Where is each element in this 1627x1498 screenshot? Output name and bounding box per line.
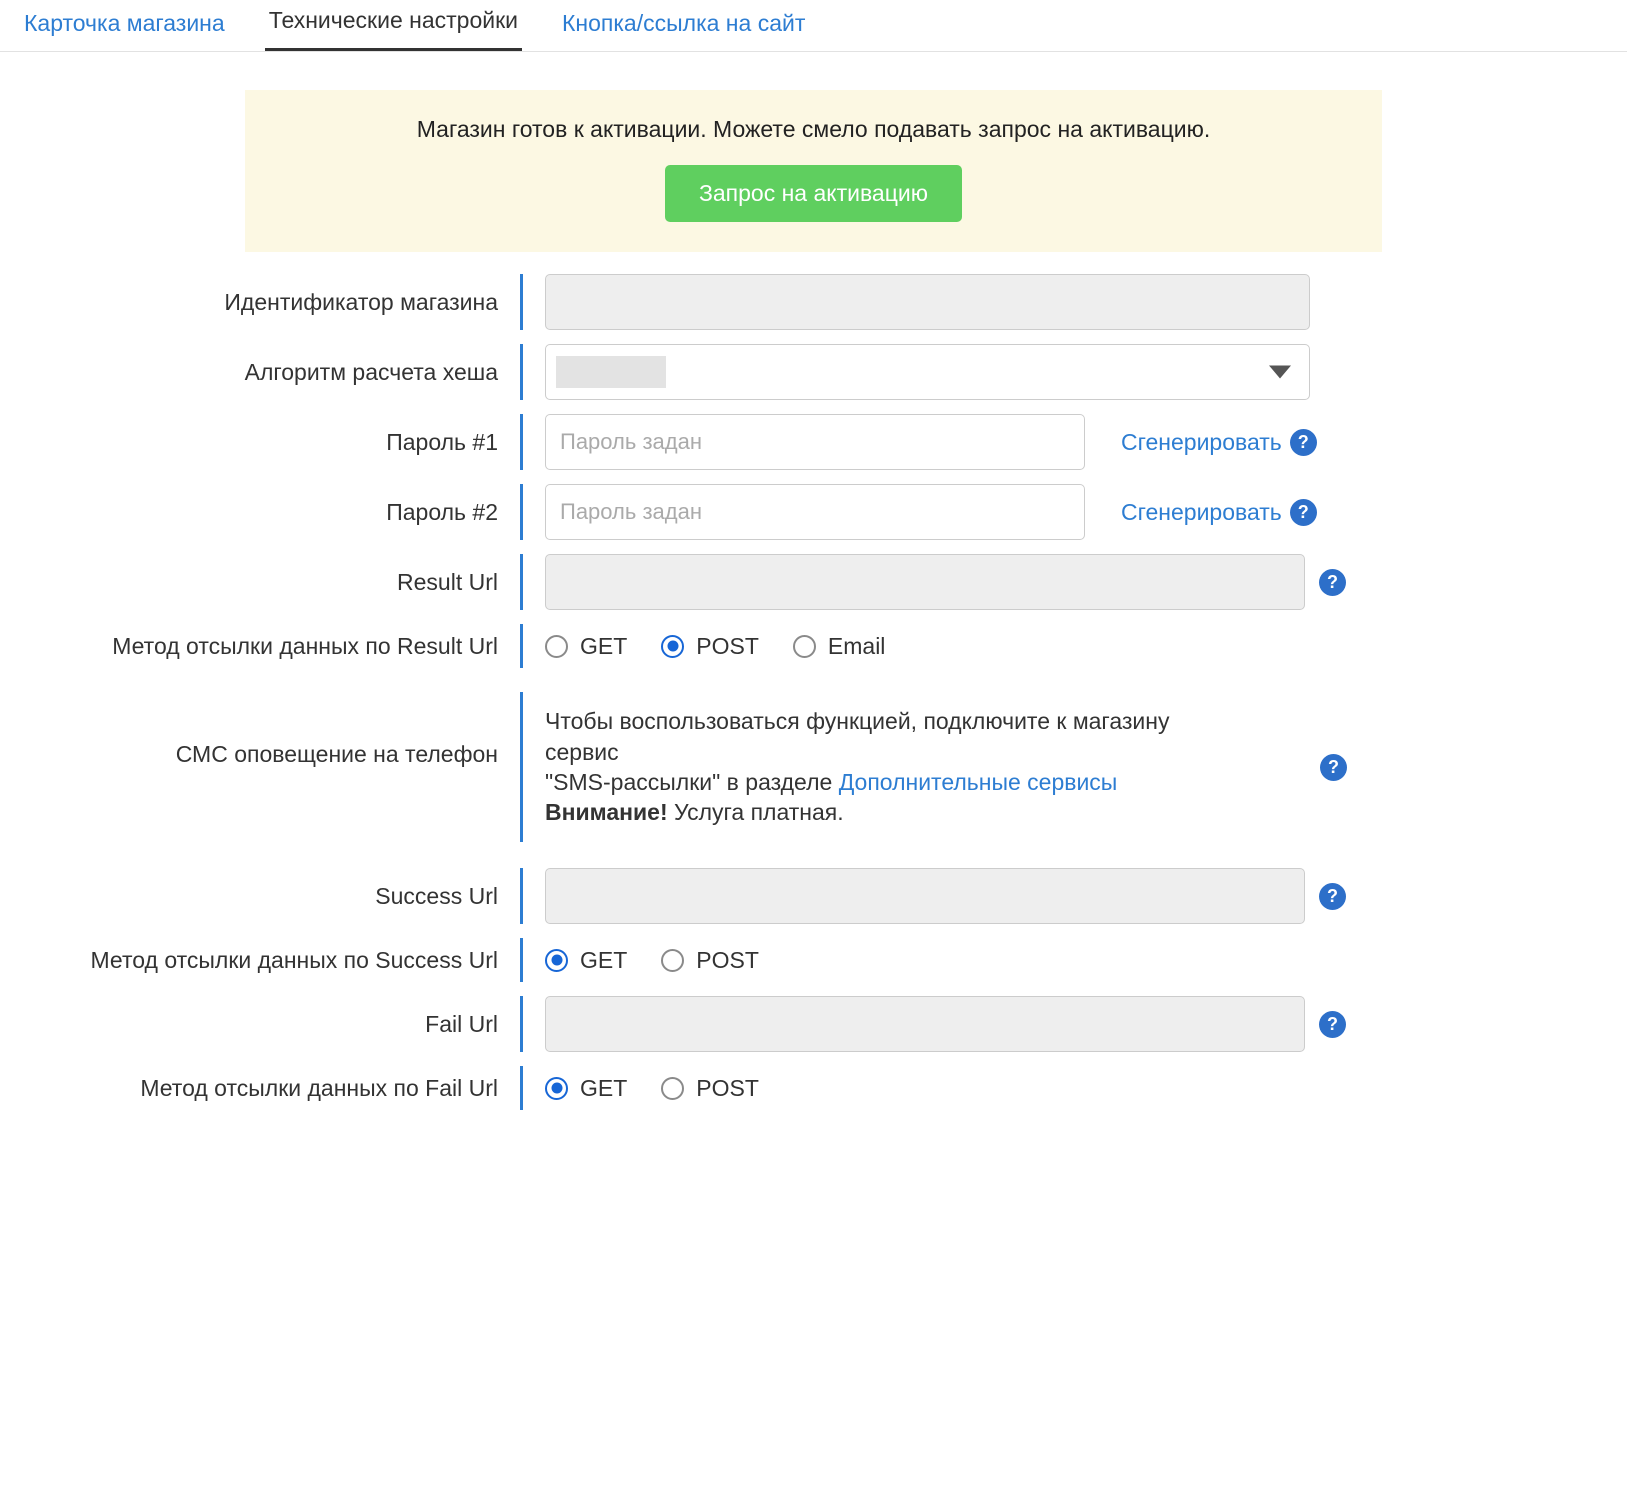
fail-method-option-post-label: POST xyxy=(696,1074,759,1101)
success-method-label: Метод отсылки данных по Success Url xyxy=(90,946,498,973)
sms-text-line-2-prefix: "SMS-рассылки" в разделе xyxy=(545,769,839,795)
activation-request-button[interactable]: Запрос на активацию xyxy=(665,165,962,222)
hash-algorithm-field xyxy=(520,344,1627,400)
row-fail-method xyxy=(0,1066,1627,1110)
success-url-help-icon[interactable]: ? xyxy=(1319,883,1346,910)
shop-id-label: Идентификатор магазина xyxy=(224,288,498,315)
sms-help-icon[interactable]: ? xyxy=(1320,754,1347,781)
sms-notification-field xyxy=(520,692,1627,842)
hash-algorithm-selected-value xyxy=(556,356,666,388)
success-method-option-post[interactable] xyxy=(661,947,759,974)
activation-notice-text: Магазин готов к активации. Можете смело подавать запрос на активацию. xyxy=(416,116,1211,142)
row-fail-url xyxy=(0,996,1627,1052)
fail-method-label: Метод отсылки данных по Fail Url xyxy=(140,1074,498,1101)
result-method-option-post-label: POST xyxy=(696,632,759,659)
result-url-help-icon[interactable]: ? xyxy=(1319,569,1346,596)
success-method-option-get[interactable] xyxy=(545,947,627,974)
result-method-option-post[interactable] xyxy=(661,633,759,660)
password-1-generate-link[interactable]: Сгенерировать xyxy=(1121,428,1282,455)
fail-method-field xyxy=(520,1066,1627,1110)
password-2-generate-link[interactable]: Сгенерировать xyxy=(1121,498,1282,525)
result-url-label: Result Url xyxy=(397,568,498,595)
tab-technical-settings[interactable]: Технические настройки xyxy=(265,9,522,51)
row-success-url xyxy=(0,868,1627,924)
radio-selected-icon[interactable] xyxy=(545,1077,568,1100)
hash-algorithm-label: Алгоритм расчета хеша xyxy=(244,358,498,385)
tab-site-button-link[interactable]: Кнопка/ссылка на сайт xyxy=(562,10,806,36)
success-method-option-post-label: POST xyxy=(696,946,759,973)
password-1-help-icon[interactable]: ? xyxy=(1290,429,1317,456)
fail-method-option-get-label: GET xyxy=(580,1074,628,1101)
fail-url-label: Fail Url xyxy=(425,1010,498,1037)
success-url-label: Success Url xyxy=(375,882,498,909)
activation-notice xyxy=(245,90,1382,252)
sms-help-holder xyxy=(1312,753,1627,781)
success-url-field xyxy=(520,868,1627,924)
result-method-label: Метод отсылки данных по Result Url xyxy=(112,632,498,659)
sms-warning-bold: Внимание! xyxy=(545,799,668,826)
sms-text-line-1: Чтобы воспользоваться функцией, подключите к магазину сервис xyxy=(545,708,1170,765)
shop-id-input[interactable] xyxy=(545,274,1310,330)
row-sms-notification xyxy=(0,692,1627,842)
success-url-input[interactable] xyxy=(545,868,1305,924)
radio-icon[interactable] xyxy=(545,635,568,658)
fail-url-help-icon[interactable]: ? xyxy=(1319,1011,1346,1038)
password-2-field xyxy=(520,484,1627,540)
result-url-field xyxy=(520,554,1627,610)
row-result-url xyxy=(0,554,1627,610)
result-method-option-get[interactable] xyxy=(545,633,627,660)
result-url-input[interactable] xyxy=(545,554,1305,610)
radio-icon[interactable] xyxy=(793,635,816,658)
password-2-label: Пароль #2 xyxy=(386,498,498,525)
result-method-field xyxy=(520,624,1627,668)
technical-settings-form xyxy=(0,252,1627,1144)
sms-warning-rest: Услуга платная. xyxy=(667,799,844,826)
row-success-method xyxy=(0,938,1627,982)
fail-method-radio-group xyxy=(545,1075,759,1102)
chevron-down-icon xyxy=(1269,366,1291,379)
tab-bar xyxy=(0,0,1627,52)
password-1-field xyxy=(520,414,1627,470)
fail-method-option-get[interactable] xyxy=(545,1075,627,1102)
radio-icon[interactable] xyxy=(661,1077,684,1100)
result-method-option-get-label: GET xyxy=(580,632,628,659)
sms-notification-label: СМС оповещение на телефон xyxy=(175,741,498,767)
fail-method-option-post[interactable] xyxy=(661,1075,759,1102)
password-1-input[interactable] xyxy=(545,414,1085,470)
success-method-option-get-label: GET xyxy=(580,946,628,973)
fail-url-input[interactable] xyxy=(545,996,1305,1052)
sms-notification-text xyxy=(545,706,1245,827)
row-hash-algorithm xyxy=(0,344,1627,400)
result-method-option-email[interactable] xyxy=(793,633,886,660)
row-password-2 xyxy=(0,484,1627,540)
password-2-help-icon[interactable]: ? xyxy=(1290,499,1317,526)
result-method-radio-group xyxy=(545,633,885,660)
radio-selected-icon[interactable] xyxy=(545,949,568,972)
additional-services-link[interactable]: Дополнительные сервисы xyxy=(838,769,1118,795)
password-1-label: Пароль #1 xyxy=(386,428,498,455)
tab-shop-card[interactable]: Карточка магазина xyxy=(24,10,225,36)
radio-selected-icon[interactable] xyxy=(661,635,684,658)
fail-url-field xyxy=(520,996,1627,1052)
hash-algorithm-select[interactable] xyxy=(545,344,1310,400)
row-result-method xyxy=(0,624,1627,668)
row-shop-id xyxy=(0,274,1627,330)
success-method-field xyxy=(520,938,1627,982)
row-password-1 xyxy=(0,414,1627,470)
success-method-radio-group xyxy=(545,947,759,974)
result-method-option-email-label: Email xyxy=(827,632,886,659)
radio-icon[interactable] xyxy=(661,949,684,972)
password-2-input[interactable] xyxy=(545,484,1085,540)
shop-id-field xyxy=(520,274,1627,330)
